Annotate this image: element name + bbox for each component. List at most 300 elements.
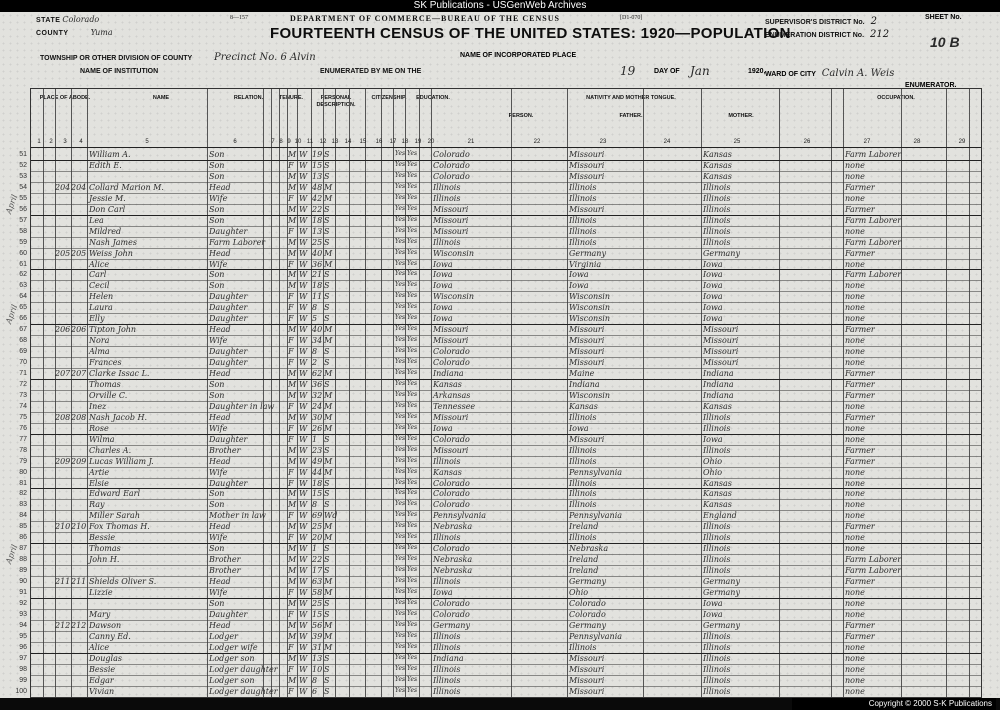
age: 18 [312,215,323,225]
table-row [19,215,981,226]
line-number: 77 [19,435,27,443]
sex: M [288,379,297,389]
day-value: 19 [620,64,636,78]
relation: Son [209,500,225,510]
line-number: 89 [19,567,27,575]
birthplace: Illinois [433,533,461,543]
line-number: 98 [19,665,27,673]
line-number: 61 [19,260,27,268]
table-row [19,324,981,335]
write-mark: Yes [407,281,418,289]
column-number: 5 [145,139,149,145]
column-number: 15 [359,139,367,145]
mother-birthplace: Illinois [703,204,731,214]
birthplace: Illinois [433,675,461,685]
birthplace: Colorado [433,160,470,170]
sex: M [288,653,297,663]
mother-birthplace: Illinois [703,544,731,554]
occupation: Farmer [845,445,875,455]
marital-status: S [324,270,330,280]
occupation: Farmer [845,577,875,587]
race: W [299,631,308,641]
read-mark: Yes [395,226,406,234]
relation: Brother [209,445,241,455]
month-value: Jan [690,64,710,78]
mother-birthplace: Illinois [703,686,731,696]
father-birthplace: Germany [569,248,606,258]
birthplace: Missouri [433,215,469,225]
table-row [19,499,981,510]
mother-birthplace: Germany [703,588,740,597]
race: W [299,281,308,291]
read-mark: Yes [395,456,406,464]
column-number: 8 [279,139,283,145]
father-birthplace: Missouri [569,434,605,444]
birthplace: Illinois [433,456,461,466]
occupation: Farmer [845,369,875,378]
father-birthplace: Missouri [569,664,605,674]
archive-banner: SK Publications - USGenWeb Archives [0,0,1000,12]
sex: F [288,401,294,411]
line-number: 82 [19,490,27,498]
birthplace: Illinois [433,193,461,203]
age: 2 [312,358,318,368]
sex: M [288,675,297,685]
occupation: Farm Laborer [845,555,902,565]
father-birthplace: Illinois [569,226,597,236]
relation: Brother [209,555,241,565]
family-number: 212 [71,620,87,630]
relation: Lodger daughter [209,686,278,696]
relation: Son [209,390,225,400]
supervisor-label: SUPERVISOR'S DISTRICT No. [765,19,865,26]
column-number: 28 [913,139,921,145]
age: 8 [312,303,318,313]
sex: F [288,478,294,488]
birthplace: Missouri [433,204,469,214]
birthplace: Colorado [433,171,470,181]
birthplace: Tennessee [433,401,476,411]
relation: Daughter [209,609,248,619]
occupation: none [845,478,865,488]
table-row [19,587,981,598]
birthplace: Illinois [433,631,461,641]
line-number: 85 [19,523,27,531]
write-mark: Yes [407,500,418,508]
race: W [299,390,308,400]
race: W [299,555,308,565]
table-row [19,269,981,280]
race: W [299,566,308,576]
marital-status: S [324,675,330,685]
person-name: Jessie M. [89,193,126,203]
marital-status: M [324,401,333,411]
father-birthplace: Missouri [569,675,605,685]
mother-birthplace: Kansas [703,478,732,488]
marital-status: S [324,281,330,291]
table-row [19,280,981,291]
person-name: Collard Marion M. [89,182,164,192]
write-mark: Yes [407,248,418,256]
sex: M [288,281,297,291]
line-number: 52 [19,161,27,169]
occupation: none [845,303,865,313]
read-mark: Yes [395,478,406,486]
line-number: 51 [19,151,27,158]
census-table [15,88,982,698]
marital-status: S [324,347,330,357]
table-row [19,510,981,521]
marital-status: S [324,226,330,236]
line-number: 75 [19,413,27,421]
read-mark: Yes [395,642,406,650]
sex: M [288,182,297,192]
column-number: 2 [49,139,53,145]
person-name: Elsie [89,478,109,488]
column-number: 29 [958,139,966,145]
age: 8 [312,675,318,685]
marital-status: S [324,292,330,302]
birthplace: Colorado [433,358,470,368]
age: 5 [312,314,318,324]
read-mark: Yes [395,292,406,300]
line-number: 67 [19,326,27,334]
age: 25 [312,598,323,608]
occupation: none [845,423,865,433]
marital-status: S [324,544,330,554]
person-head: PERSON. [508,113,534,119]
person-name: Thomas [89,544,121,554]
relation: Head [209,248,231,258]
table-row [19,532,981,543]
sex: F [288,511,294,521]
birthplace: Colorado [433,347,470,357]
father-birthplace: Colorado [569,598,606,608]
write-mark: Yes [407,664,418,672]
marital-status: M [324,259,333,269]
table-row [19,423,981,434]
citizenship-head: CITIZENSHIP. [371,95,407,101]
occupation: none [845,609,865,619]
mother-birthplace: Ohio [703,467,723,477]
read-mark: Yes [395,171,406,179]
sex: M [288,237,297,247]
marital-status: M [324,369,333,378]
father-birthplace: Missouri [569,160,605,170]
relation: Wife [209,259,228,269]
county-label: COUNTY [36,30,69,37]
read-mark: Yes [395,347,406,355]
enum-district-label: ENUMERATION DISTRICT No. [765,32,865,39]
father-birthplace: Illinois [569,445,597,455]
father-birthplace: Missouri [569,204,605,214]
sex: M [288,171,297,181]
father-birthplace: Wisconsin [569,314,611,324]
sex: M [288,598,297,608]
mother-birthplace: Illinois [703,182,731,192]
birthplace: Colorado [433,478,470,488]
birthplace: Missouri [433,226,469,236]
column-number: 16 [375,139,383,145]
write-mark: Yes [407,533,418,541]
relation: Daughter [209,226,248,236]
age: 8 [312,347,318,357]
relation: Son [209,281,225,291]
father-birthplace: Missouri [569,150,605,159]
father-birthplace: Illinois [569,642,597,652]
column-number: 22 [533,139,541,145]
sex: F [288,226,294,236]
occupation: none [845,675,865,685]
write-mark: Yes [407,358,418,366]
age: 23 [312,445,323,455]
line-number: 94 [19,621,27,629]
marital-status: S [324,379,330,389]
sex: M [288,489,297,499]
relation: Wife [209,423,228,433]
race: W [299,588,308,597]
family-number: 205 [71,248,87,258]
read-mark: Yes [395,686,406,694]
mother-birthplace: Illinois [703,533,731,543]
marital-status: S [324,598,330,608]
father-birthplace: Missouri [569,336,605,346]
race: W [299,478,308,488]
marital-status: S [324,555,330,565]
age: 44 [312,467,323,477]
sex: M [288,456,297,466]
father-birthplace: Ireland [569,555,599,565]
write-mark: Yes [407,412,418,420]
table-row [19,248,981,259]
relation: Son [209,204,225,214]
write-mark: Yes [407,390,418,398]
marital-status: S [324,500,330,510]
mother-birthplace: Iowa [703,281,723,291]
occupation: none [845,292,865,302]
father-birthplace: Illinois [569,182,597,192]
sex: F [288,347,294,357]
write-mark: Yes [407,259,418,267]
race: W [299,500,308,510]
write-mark: Yes [407,620,418,628]
line-number: 99 [19,676,27,684]
age: 40 [312,248,323,258]
person-name: Vivian [89,686,115,696]
sex: F [288,642,294,652]
form-number: [D1-070] [620,15,643,21]
read-mark: Yes [395,182,406,190]
write-mark: Yes [407,292,418,300]
read-mark: Yes [395,675,406,683]
read-mark: Yes [395,434,406,442]
occupation: Farm Laborer [845,270,902,280]
marital-status: M [324,182,333,192]
mother-birthplace: Ohio [703,456,723,466]
father-birthplace: Maine [569,369,595,378]
person-name: Nora [89,336,110,346]
relation-head: RELATION. [233,95,264,101]
mother-birthplace: Iowa [703,270,723,280]
person-name: Douglas [89,653,122,663]
table-row [19,631,981,642]
race: W [299,434,308,444]
age: 15 [312,160,323,170]
county-value: Yuma [90,28,113,37]
ward-label-text: WARD OF CITY [765,71,816,78]
mother-birthplace: Iowa [703,303,723,313]
write-mark: Yes [407,314,418,322]
marital-status: M [324,325,333,335]
person-name: Bessie [89,664,116,674]
table-row [19,554,981,565]
father-birthplace: Pennsylvania [569,631,623,641]
occupation: none [845,434,865,444]
read-mark: Yes [395,237,406,245]
write-mark: Yes [407,577,418,585]
age: 40 [312,325,323,335]
census-title: FOURTEENTH CENSUS OF THE UNITED STATES: 1920—POPULATION [270,25,791,42]
age: 13 [312,226,323,236]
write-mark: Yes [407,467,418,475]
relation: Head [209,577,231,587]
father-birthplace: Illinois [569,500,597,510]
write-mark: Yes [407,456,418,464]
dwelling-number: 211 [55,577,71,587]
occupation: none [845,653,865,663]
marital-status: S [324,215,330,225]
read-mark: Yes [395,445,406,453]
dwelling-number: 208 [55,412,71,422]
read-mark: Yes [395,631,406,639]
mother-birthplace: Illinois [703,226,731,236]
margin-note: April [4,543,20,566]
relation: Daughter in law [209,401,275,411]
column-number: 4 [79,139,83,145]
relation: Lodger wife [209,642,258,652]
occupation: Farmer [845,248,875,258]
write-mark: Yes [407,237,418,245]
race: W [299,412,308,422]
read-mark: Yes [395,609,406,617]
header-rule [31,147,981,148]
father-birthplace: Illinois [569,489,597,499]
column-number: 18 [401,139,409,145]
marital-status: S [324,609,330,619]
relation: Son [209,544,225,554]
marital-status: M [324,423,333,433]
write-mark: Yes [407,686,418,694]
marital-status: S [324,303,330,313]
column-number: 26 [803,139,811,145]
occupation: Farm Laborer [845,237,902,247]
age: 63 [312,577,323,587]
occupation: Farmer [845,182,875,192]
father-birthplace: Virginia [569,259,602,269]
margin-note: April [4,193,20,216]
father-birthplace: Wisconsin [569,303,611,313]
write-mark: Yes [407,609,418,617]
age: 42 [312,193,323,203]
sex: M [288,555,297,565]
write-mark: Yes [407,171,418,179]
age: 15 [312,609,323,619]
table-row [19,565,981,576]
birthplace: Wisconsin [433,248,475,258]
dwelling-number: 204 [55,182,71,192]
race: W [299,379,308,389]
relation: Head [209,456,231,466]
family-number: 206 [71,325,87,335]
sex: F [288,292,294,302]
father-head: FATHER. [619,113,643,119]
age: 15 [312,489,323,499]
occupation: Farmer [845,620,875,630]
column-number: 13 [331,139,339,145]
race: W [299,204,308,214]
marital-status: M [324,620,333,630]
relation: Son [209,598,225,608]
mother-birthplace: Kansas [703,150,732,159]
census-sheet [0,12,1000,698]
father-birthplace: Missouri [569,171,605,181]
line-number: 96 [19,643,27,651]
write-mark: Yes [407,204,418,212]
read-mark: Yes [395,423,406,431]
occupation: none [845,544,865,554]
marital-status: M [324,522,333,532]
father-birthplace: Illinois [569,533,597,543]
sex: F [288,193,294,203]
mother-birthplace: Iowa [703,598,723,608]
age: 49 [312,456,323,466]
read-mark: Yes [395,577,406,585]
relation: Daughter [209,292,248,302]
age: 25 [312,237,323,247]
read-mark: Yes [395,379,406,387]
age: 26 [312,423,323,433]
mother-birthplace: Indiana [703,369,734,378]
write-mark: Yes [407,369,418,376]
person-name: William A. [89,150,131,159]
line-number: 92 [19,599,27,607]
occupation: none [845,193,865,203]
occupation: Farmer [845,390,875,400]
occupation: none [845,588,865,597]
person-name: Mary [89,609,111,619]
relation: Head [209,522,231,532]
marital-status: S [324,171,330,181]
write-mark: Yes [407,150,418,157]
race: W [299,664,308,674]
table-row [19,598,981,609]
occupation: none [845,171,865,181]
relation: Head [209,325,231,335]
birthplace: Kansas [433,467,462,477]
dwelling-number: 205 [55,248,71,258]
line-number: 57 [19,216,27,224]
person-name: Clarke Issac L. [89,369,150,378]
occupation: none [845,347,865,357]
mother-birthplace: Kansas [703,160,732,170]
mother-birthplace: Germany [703,577,740,587]
race: W [299,642,308,652]
year-label: 1920, [748,68,766,75]
relation: Lodger son [209,653,255,663]
birthplace: Iowa [433,314,453,324]
read-mark: Yes [395,653,406,661]
race: W [299,522,308,532]
